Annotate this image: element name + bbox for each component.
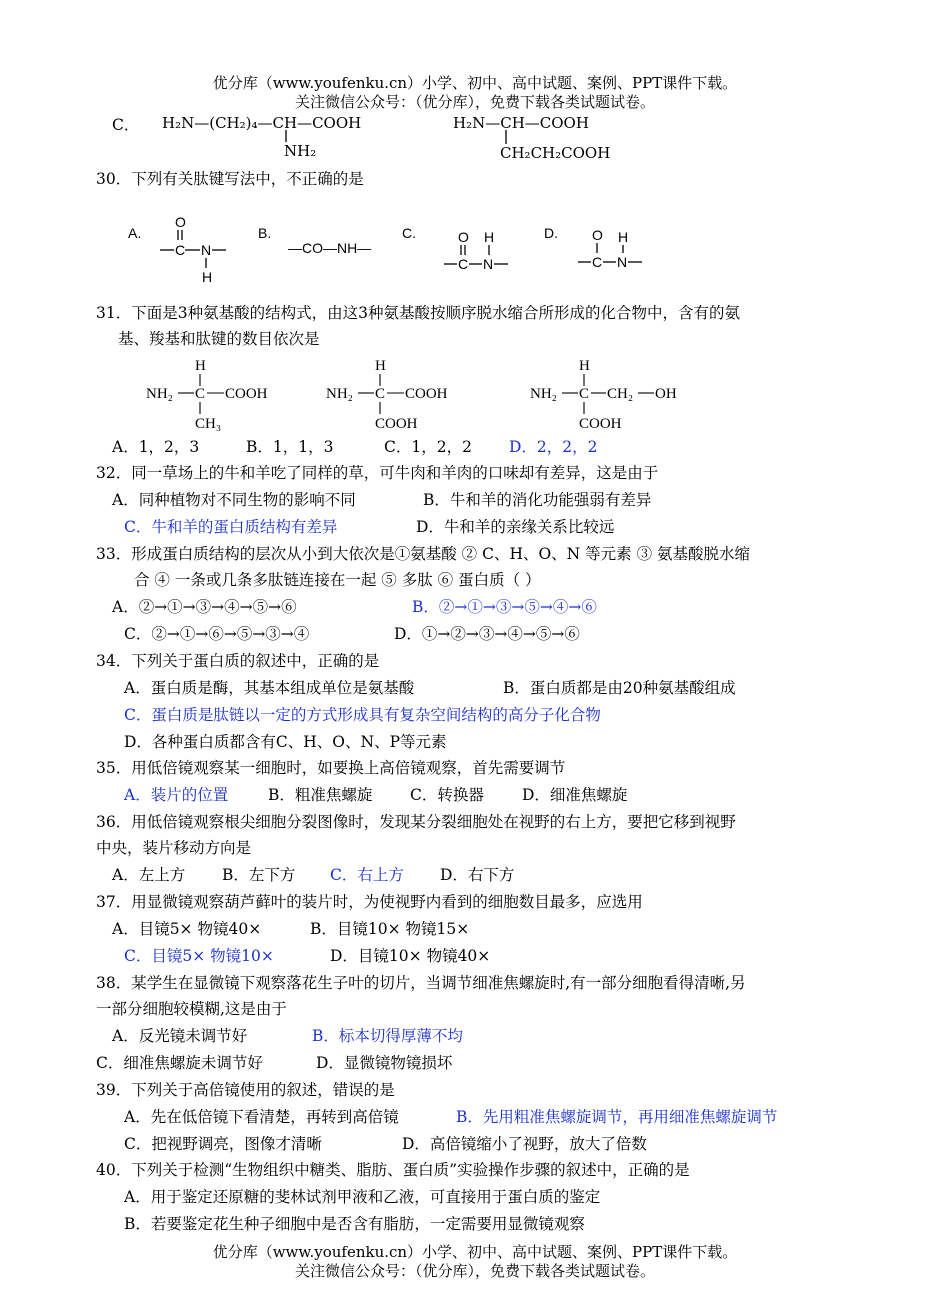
q30-a-h: H: [202, 269, 213, 285]
q36-option-c-answer: C．右上方: [330, 866, 404, 884]
q30-d-h: H: [618, 229, 629, 245]
q39-option-c: C．把视野调亮，图像才清晰: [124, 1135, 322, 1153]
q33-option-d: D．①→②→③→④→⑤→⑥: [394, 625, 580, 643]
q33-option-a: A．②→①→③→④→⑤→⑥: [112, 598, 297, 616]
q34-option-b: B．蛋白质都是由20种氨基酸组成: [503, 679, 736, 697]
q36-stem-line1: 36．用低倍镜观察根尖细胞分裂图像时，发现某分裂细胞处在视野的右上方，要把它移到视野: [96, 813, 736, 831]
q33-option-c: C．②→①→⑥→⑤→③→④: [124, 625, 310, 643]
q31-aa2-cooh: COOH: [405, 386, 448, 402]
q31-aa3-c: C: [579, 386, 590, 402]
q31-aa3-nh2: NH₂: [530, 386, 557, 402]
q31-aa2-nh2: NH₂: [326, 386, 353, 402]
q30-option-d-structure: [544, 222, 664, 274]
q37-stem: 37．用显微镜观察葫芦藓叶的装片时，为使视野内看到的细胞数目最多，应选用: [96, 893, 643, 911]
q33-stem-line2: 合 ④ 一条或几条多肽链连接在一起 ⑤ 多肽 ⑥ 蛋白质（ ）: [134, 571, 541, 589]
q30-c-c: C: [458, 256, 469, 272]
q36-option-a: A．左上方: [112, 866, 186, 884]
q38-option-b-answer: B．标本切得厚薄不均: [312, 1027, 463, 1045]
q35-option-b: B．粗准焦螺旋: [268, 786, 373, 804]
q34-stem: 34．下列关于蛋白质的叙述中，正确的是: [96, 652, 380, 670]
q35-stem: 35．用低倍镜观察某一细胞时，如要换上高倍镜观察，首先需要调节: [96, 759, 566, 777]
q30-a-label: A.: [128, 225, 142, 241]
q34-option-c-answer: C．蛋白质是肽链以一定的方式形成具有复杂空间结构的高分子化合物: [124, 706, 601, 724]
q31-aa1-nh2: NH₂: [146, 386, 173, 402]
q30-a-n: N: [201, 242, 212, 258]
q37-option-c-answer: C．目镜5× 物镜10×: [124, 947, 274, 965]
q38-option-a: A．反光镜未调节好: [112, 1027, 248, 1045]
q31-option-d-answer: D．2，2，2: [509, 438, 598, 456]
q29-left-substituent: NH₂: [284, 142, 317, 160]
q39-option-b-answer: B．先用粗准焦螺旋调节，再用细准焦螺旋调节: [456, 1108, 778, 1126]
q31-aa3-oh: OH: [655, 386, 677, 402]
q40-option-b: B．若要鉴定花生种子细胞中是否含有脂肪，一定需要用显微镜观察: [124, 1215, 585, 1233]
q31-aa1-c: C: [195, 386, 206, 402]
q29-right-substituent: CH₂CH₂COOH: [500, 144, 611, 162]
q36-option-b: B．左下方: [222, 866, 296, 884]
q29-left-formula: H₂N—(CH₂)₄—CH—COOH: [162, 114, 362, 132]
q35-option-a-answer: A．装片的位置: [124, 786, 229, 804]
q31-aa1-cooh: COOH: [225, 386, 268, 402]
q30-c-o: O: [458, 229, 469, 245]
q30-b-formula: —CO—NH—: [288, 240, 372, 256]
q32-stem: 32．同一草场上的牛和羊吃了同样的草，可牛肉和羊肉的口味却有差异，这是由于: [96, 464, 659, 482]
q30-a-o: O: [175, 214, 186, 230]
q30-d-n: N: [617, 254, 628, 270]
q39-option-a: A．先在低倍镜下看清楚，再转到高倍镜: [124, 1108, 399, 1126]
q40-stem: 40．下列关于检测“生物组织中糖类、脂肪、蛋白质”实验操作步骤的叙述中，正确的是: [96, 1161, 690, 1179]
q37-option-b: B．目镜10× 物镜15×: [310, 920, 470, 938]
q31-option-a: A．1，2，3: [112, 438, 200, 456]
q30-c-label: C.: [402, 225, 416, 241]
q37-option-a: A．目镜5× 物镜40×: [112, 920, 262, 938]
q33-option-b-answer: B．②→①→③→⑤→④→⑥: [412, 598, 597, 616]
q38-stem-line1: 38．某学生在显微镜下观察落花生子叶的切片，当调节细准焦螺旋时,有一部分细胞看得清晰,另: [96, 974, 746, 992]
header-line-2: 关注微信公众号：（优分库），免费下载各类试题试卷。: [294, 93, 655, 111]
q39-stem: 39．下列关于高倍镜使用的叙述，错误的是: [96, 1081, 395, 1099]
q30-b-label: B.: [258, 225, 272, 241]
q33-stem-line1: 33．形成蛋白质结构的层次从小到大依次是①氨基酸 ② C、H、O、N 等元素 ③ 氨基酸脱水缩: [96, 545, 751, 563]
q29-right-formula: H₂N—CH—COOH: [453, 114, 589, 132]
q32-option-a: A．同种植物对不同生物的影响不同: [112, 491, 356, 509]
q34-option-a: A．蛋白质是酶，其基本组成单位是氨基酸: [124, 679, 415, 697]
q30-c-h: H: [484, 229, 495, 245]
q30-c-n: N: [483, 256, 494, 272]
q30-option-b-structure: [258, 222, 388, 258]
q38-stem-line2: 一部分细胞较模糊,这是由于: [96, 1000, 287, 1018]
q30-d-c: C: [592, 254, 603, 270]
q30-stem: 30．下列有关肽键写法中，不正确的是: [96, 170, 364, 188]
q31-aa3-cooh: COOH: [579, 416, 622, 432]
q31-aa2-c: C: [375, 386, 386, 402]
q29-option-c-label: C．: [112, 116, 140, 134]
q31-amino-acid-2: [326, 352, 486, 436]
q31-option-c: C．1，2，2: [384, 438, 472, 456]
q35-option-c: C．转换器: [410, 786, 484, 804]
q30-d-label: D.: [544, 225, 558, 241]
q37-option-d: D．目镜10× 物镜40×: [330, 947, 491, 965]
q34-option-d: D．各种蛋白质都含有C、H、O、N、P等元素: [124, 733, 447, 751]
q38-option-c: C．细准焦螺旋未调节好: [96, 1054, 263, 1072]
q36-stem-line2: 中央，装片移动方向是: [96, 839, 252, 857]
q31-aa3-h: H: [579, 358, 590, 374]
q30-option-a-structure: [128, 212, 248, 286]
q32-option-c-answer: C．牛和羊的蛋白质结构有差异: [124, 518, 338, 536]
q32-option-b: B．牛和羊的消化功能强弱有差异: [423, 491, 652, 509]
q32-option-d: D．牛和羊的亲缘关系比较远: [416, 518, 615, 536]
q38-option-d: D．显微镜物镜损坏: [316, 1054, 453, 1072]
q31-stem-line2: 基、羧基和肽键的数目依次是: [118, 330, 320, 348]
q31-amino-acid-3: [530, 352, 710, 436]
q31-stem-line1: 31．下面是3种氨基酸的结构式，由这3种氨基酸按顺序脱水缩合所形成的化合物中，含有的氨: [96, 304, 740, 322]
footer-line-1: 优分库（www.youfenku.cn）小学、初中、高中试题、案例、PPT课件下载。: [212, 1243, 738, 1261]
q31-aa1-h: H: [195, 358, 206, 374]
q31-aa1-ch3: CH₃: [195, 416, 222, 432]
q35-option-d: D．细准焦螺旋: [522, 786, 628, 804]
footer-line-2: 关注微信公众号：（优分库），免费下载各类试题试卷。: [294, 1262, 655, 1280]
q31-option-b: B．1，1，3: [246, 438, 334, 456]
q31-aa2-h: H: [375, 358, 386, 374]
q40-option-a: A．用于鉴定还原糖的斐林试剂甲液和乙液，可直接用于蛋白质的鉴定: [124, 1188, 601, 1206]
q39-option-d: D．高倍镜缩小了视野，放大了倍数: [402, 1135, 647, 1153]
q30-a-c: C: [175, 242, 186, 258]
q36-option-d: D．右下方: [440, 866, 515, 884]
q30-d-o: O: [592, 227, 603, 243]
header-line-1: 优分库（www.youfenku.cn）小学、初中、高中试题、案例、PPT课件下载。: [212, 74, 738, 92]
q31-aa3-ch2: CH₂: [607, 386, 634, 402]
q30-option-c-structure: [402, 224, 522, 276]
q31-amino-acid-1: [146, 352, 306, 436]
q31-aa2-cooh-bottom: COOH: [375, 416, 418, 432]
